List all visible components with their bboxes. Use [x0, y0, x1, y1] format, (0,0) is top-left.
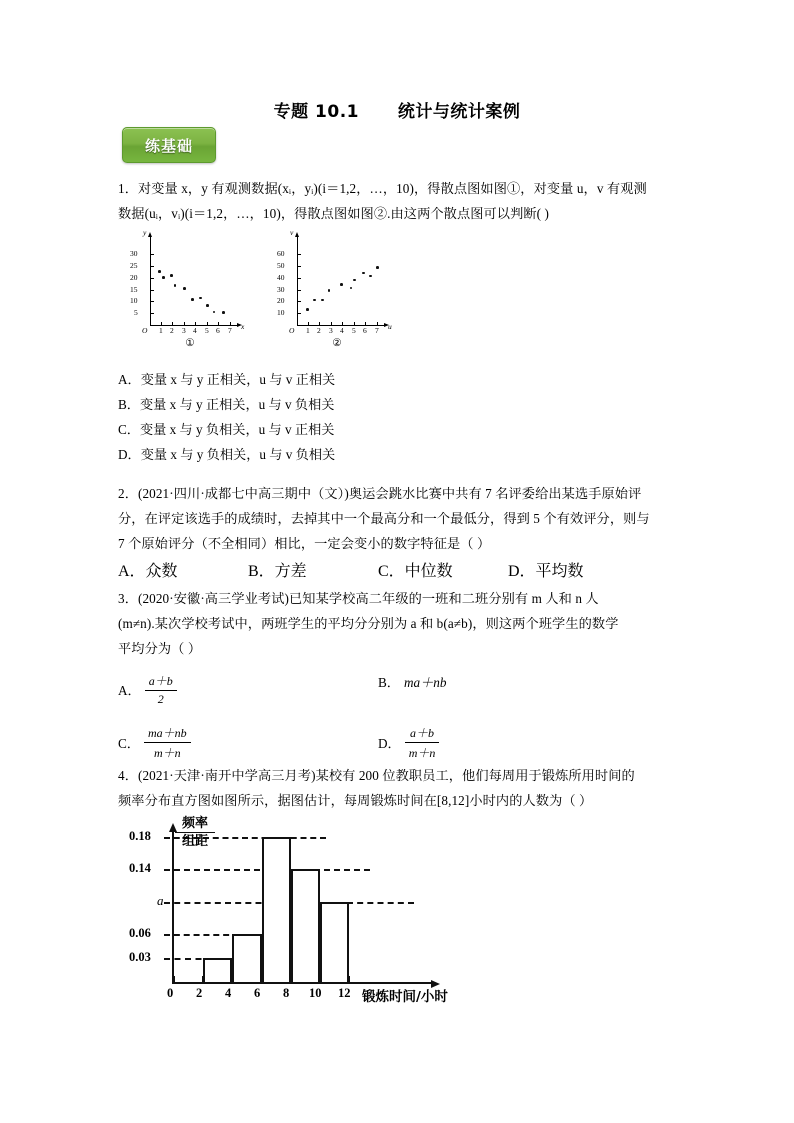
- question-1-option-b[interactable]: B．变量 x 与 y 正相关，u 与 v 负相关: [118, 397, 335, 412]
- figure-1-data-point: [191, 298, 194, 301]
- figure-2-data-point: [306, 308, 309, 311]
- figure-2-x-ticklabel: 7: [375, 326, 379, 335]
- question-3-option-a-denominator: 2: [157, 692, 164, 706]
- figure-3-x-ticklabel: 2: [196, 986, 203, 1000]
- figure-3-x-ticklabel: 0: [167, 986, 174, 1000]
- question-3-stem-line-2: (m≠n).某次学校考试中，两班学生的平均分分别为 a 和 b(a≠b)，则这两个班学生的数学: [118, 616, 619, 631]
- figure-1-caption: ①: [185, 338, 195, 349]
- figure-3-bar-6-8: [262, 837, 291, 984]
- figure-2-x-tick: [319, 322, 320, 325]
- figure-3-x-ticklabel: 4: [225, 986, 232, 1000]
- figure-2-y-ticklabel: 40: [277, 273, 285, 282]
- question-1-options: [118, 367, 678, 467]
- question-3-option-d-label: D．: [378, 736, 401, 751]
- figure-3-x-tick: [202, 976, 204, 982]
- figure-3-y-axis: [172, 832, 174, 984]
- figure-1-x-tick: [184, 322, 185, 325]
- figure-2-x-tick: [377, 322, 378, 325]
- page-title-main: 专题 10.1: [273, 102, 360, 122]
- figure-1-x-tick: [172, 322, 173, 325]
- figure-2-x-ticklabel: 4: [340, 326, 344, 335]
- figure-1-data-point: [199, 297, 202, 300]
- figure-3-frequency-histogram: [118, 818, 538, 1013]
- figure-1-data-point: [222, 311, 225, 314]
- figure-1-x-ticklabel: 4: [193, 326, 197, 335]
- figure-3-x-tick: [173, 976, 175, 982]
- figure-2-y-tick: [298, 313, 301, 314]
- figure-3-x-ticklabel: 8: [283, 986, 290, 1000]
- figure-3-y-ticklabel: 0.18: [129, 829, 151, 843]
- figure-3-x-tick: [261, 976, 263, 982]
- figure-1-y-tick: [151, 301, 154, 302]
- figure-3-x-ticklabel: 12: [338, 986, 351, 1000]
- question-3-option-c-label: C．: [118, 736, 140, 751]
- figure-1-y-ticklabel: 15: [130, 285, 138, 294]
- question-4-stem-line-2: 频率分布直方图如图所示，据图估计，每周锻炼时间在[8,12]小时内的人数为（ ）: [118, 793, 593, 808]
- section-badge: [122, 127, 216, 163]
- question-3-option-b[interactable]: [378, 672, 638, 691]
- question-1-stem-line-1: 1．对变量 x，y 有观测数据(xᵢ，yᵢ)(i＝1,2，…，10)，得散点图如图①，对变量 u，v 有观测: [118, 181, 647, 196]
- figure-3-x-tick: [231, 976, 233, 982]
- question-3-option-d[interactable]: [378, 724, 638, 761]
- figure-2-origin-label: O: [289, 326, 295, 335]
- figure-1-y-tick: [151, 266, 154, 267]
- figure-1-scatter-negative: [118, 228, 258, 352]
- page-title-sub: 统计与统计案例: [397, 102, 521, 122]
- figure-2-data-point: [376, 266, 379, 269]
- figure-1-x-ticklabel: 2: [170, 326, 174, 335]
- figure-1-x-tick: [195, 322, 196, 325]
- figure-3-guide-0-06: [164, 934, 239, 936]
- figure-3-y-ticklabel: 0.14: [129, 861, 151, 875]
- question-2-stem-line-2: 分，在评定该选手的成绩时，去掉其中一个最高分和一个最低分，得到 5 个有效评分，则与: [118, 511, 650, 526]
- question-3-option-a-label: A．: [118, 683, 141, 698]
- question-1-option-d[interactable]: D．变量 x 与 y 负相关，u 与 v 负相关: [118, 447, 336, 462]
- figure-1-x-ticklabel: 6: [216, 326, 220, 335]
- figure-2-data-point: [340, 283, 343, 286]
- question-2-option-a[interactable]: A．众数: [118, 563, 178, 580]
- figure-3-bar-4-6: [232, 934, 261, 984]
- figure-3-y-axis-title-denominator: 组距: [181, 834, 208, 849]
- question-3-option-row-1: [118, 672, 638, 712]
- figure-2-data-point: [350, 287, 353, 290]
- question-3-option-a-numerator: a＋b: [145, 672, 177, 691]
- figure-2-data-point: [369, 275, 372, 278]
- question-3-option-c-denominator: m＋n: [153, 746, 181, 760]
- figure-2-y-tick: [298, 254, 301, 255]
- figure-2-caption: ②: [332, 338, 342, 349]
- question-3-option-c[interactable]: [118, 724, 378, 761]
- figure-2-x-ticklabel: 6: [363, 326, 367, 335]
- figure-3-y-axis-title: [175, 816, 215, 850]
- figure-1-x-tick: [207, 322, 208, 325]
- figure-3-bar-2-4: [203, 958, 232, 984]
- figure-1-data-point: [183, 287, 186, 290]
- question-3-option-row-2: [118, 724, 638, 764]
- figure-2-x-ticklabel: 3: [329, 326, 333, 335]
- figure-1-x-tick: [230, 322, 231, 325]
- figure-1-x-tick: [161, 322, 162, 325]
- figure-1-x-axis-label: x: [241, 322, 245, 331]
- question-3-options: [118, 672, 638, 764]
- figure-2-x-ticklabel: 5: [352, 326, 356, 335]
- figure-1-y-axis-label: y: [143, 228, 147, 237]
- question-1-option-c[interactable]: C．变量 x 与 y 负相关，u 与 v 正相关: [118, 422, 335, 437]
- figure-1-data-point: [213, 311, 216, 314]
- section-badge-label: 练基础: [144, 136, 193, 155]
- figure-1-y-ticklabel: 25: [130, 261, 138, 270]
- figure-2-x-tick: [331, 322, 332, 325]
- figure-2-y-axis-arrow: [295, 232, 299, 237]
- figure-1-y-tick: [151, 278, 154, 279]
- figure-2-y-ticklabel: 30: [277, 285, 285, 294]
- question-1-stem: [118, 176, 678, 226]
- figure-3-y-ticklabel: 0.03: [129, 950, 151, 964]
- figure-1-x-ticklabel: 1: [159, 326, 163, 335]
- figure-2-x-ticklabel: 1: [306, 326, 310, 335]
- figure-1-x-ticklabel: 3: [182, 326, 186, 335]
- figure-2-y-ticklabel: 20: [277, 296, 285, 305]
- figure-2-data-point: [328, 289, 331, 292]
- figure-2-x-tick: [365, 322, 366, 325]
- figure-2-scatter-positive: [265, 228, 405, 352]
- figure-1-x-ticklabel: 5: [205, 326, 209, 335]
- figure-1-y-axis-arrow: [148, 232, 152, 237]
- figure-2-y-axis-label: v: [290, 228, 294, 237]
- question-2-option-d[interactable]: D．平均数: [508, 563, 584, 580]
- page-title: [0, 97, 794, 122]
- figure-2-y-tick: [298, 301, 301, 302]
- figure-2-y-ticklabel: 10: [277, 308, 285, 317]
- figure-1-y-ticklabel: 30: [130, 249, 138, 258]
- question-2-option-b[interactable]: B．方差: [248, 563, 307, 580]
- figure-2-y-ticklabel: 60: [277, 249, 285, 258]
- figure-1-x-tick: [218, 322, 219, 325]
- figure-2-x-ticklabel: 2: [317, 326, 321, 335]
- figure-1-data-point: [174, 284, 177, 287]
- question-3-option-b-expression: ma＋nb: [403, 675, 447, 690]
- figure-1-y-ticklabel: 5: [134, 308, 138, 317]
- question-1-option-a[interactable]: A．变量 x 与 y 正相关，u 与 v 正相关: [118, 372, 336, 387]
- figure-3-y-ticklabel-a: a: [157, 893, 164, 908]
- figure-1-data-point: [162, 276, 165, 279]
- figure-3-x-axis-title: 锻炼时间/小时: [362, 989, 448, 1005]
- figure-2-x-tick: [308, 322, 309, 325]
- figure-2-y-ticklabel: 50: [277, 261, 285, 270]
- question-3-option-a-fraction: [145, 672, 177, 707]
- figure-2-data-point: [321, 299, 324, 302]
- figure-2-data-point: [362, 272, 365, 275]
- figure-2-data-point: [313, 299, 316, 302]
- question-3-option-b-label: B．: [378, 675, 400, 690]
- figure-2-x-tick: [354, 322, 355, 325]
- figure-3-x-tick: [348, 976, 350, 982]
- figure-3-bar-8-10: [291, 869, 320, 984]
- question-3-option-c-fraction: [144, 724, 191, 761]
- figure-3-x-tick: [290, 976, 292, 982]
- figure-1-data-point: [170, 274, 173, 277]
- question-1-stem-line-2: 数据(uᵢ，vᵢ)(i＝1,2，…，10)，得散点图如图②.由这两个散点图可以判断( ): [118, 206, 550, 221]
- question-3-option-d-denominator: m＋n: [408, 746, 436, 760]
- question-2-options: [118, 558, 638, 581]
- figure-3-x-tick: [319, 976, 321, 982]
- question-4-stem-line-1: 4．(2021·天津·南开中学高三月考)某校有 200 位教职员工，他们每周用于锻炼所用时间的: [118, 768, 635, 783]
- figure-1-origin-label: O: [142, 326, 148, 335]
- question-3-option-a[interactable]: [118, 672, 378, 707]
- figure-2-y-tick: [298, 290, 301, 291]
- question-2-stem: [118, 481, 684, 556]
- question-2-stem-line-3: 7 个原始评分（不全相同）相比，一定会变小的数字特征是（ ）: [118, 536, 491, 551]
- figure-1-y-tick: [151, 290, 154, 291]
- question-2-stem-line-1: 2．(2021·四川·成都七中高三期中（文）)奥运会跳水比赛中共有 7 名评委给出某选手原始评: [118, 486, 642, 501]
- figure-3-bar-10-12: [320, 902, 349, 984]
- question-3-stem: [118, 586, 684, 661]
- question-4-stem: [118, 763, 684, 813]
- figure-1-y-tick: [151, 254, 154, 255]
- question-2-option-c[interactable]: C．中位数: [378, 563, 453, 580]
- figure-1-x-ticklabel: 7: [228, 326, 232, 335]
- figure-1-y-ticklabel: 10: [130, 296, 138, 305]
- figure-1-y-tick: [151, 313, 154, 314]
- figure-3-y-ticklabel: 0.06: [129, 926, 151, 940]
- figure-3-x-ticklabel: 10: [309, 986, 322, 1000]
- figure-3-x-ticklabel: 6: [254, 986, 261, 1000]
- figure-3-y-axis-title-numerator: 频率: [175, 816, 215, 833]
- figure-2-data-point: [353, 279, 356, 282]
- question-3-stem-line-3: 平均分为（ ）: [118, 641, 202, 656]
- figure-2-y-tick: [298, 266, 301, 267]
- figure-2-x-tick: [342, 322, 343, 325]
- figure-2-y-tick: [298, 278, 301, 279]
- question-3-option-c-numerator: ma＋nb: [144, 724, 191, 743]
- figure-1-data-point: [158, 270, 161, 273]
- question-3-option-d-numerator: a＋b: [405, 724, 440, 743]
- figure-1-y-ticklabel: 20: [130, 273, 138, 282]
- figure-1-data-point: [206, 304, 209, 307]
- question-3-stem-line-1: 3．(2020·安徽·高三学业考试)已知某学校高二年级的一班和二班分别有 m 人和 n 人: [118, 591, 599, 606]
- figure-2-x-axis-label: u: [388, 322, 392, 331]
- question-3-option-d-fraction: [405, 724, 440, 761]
